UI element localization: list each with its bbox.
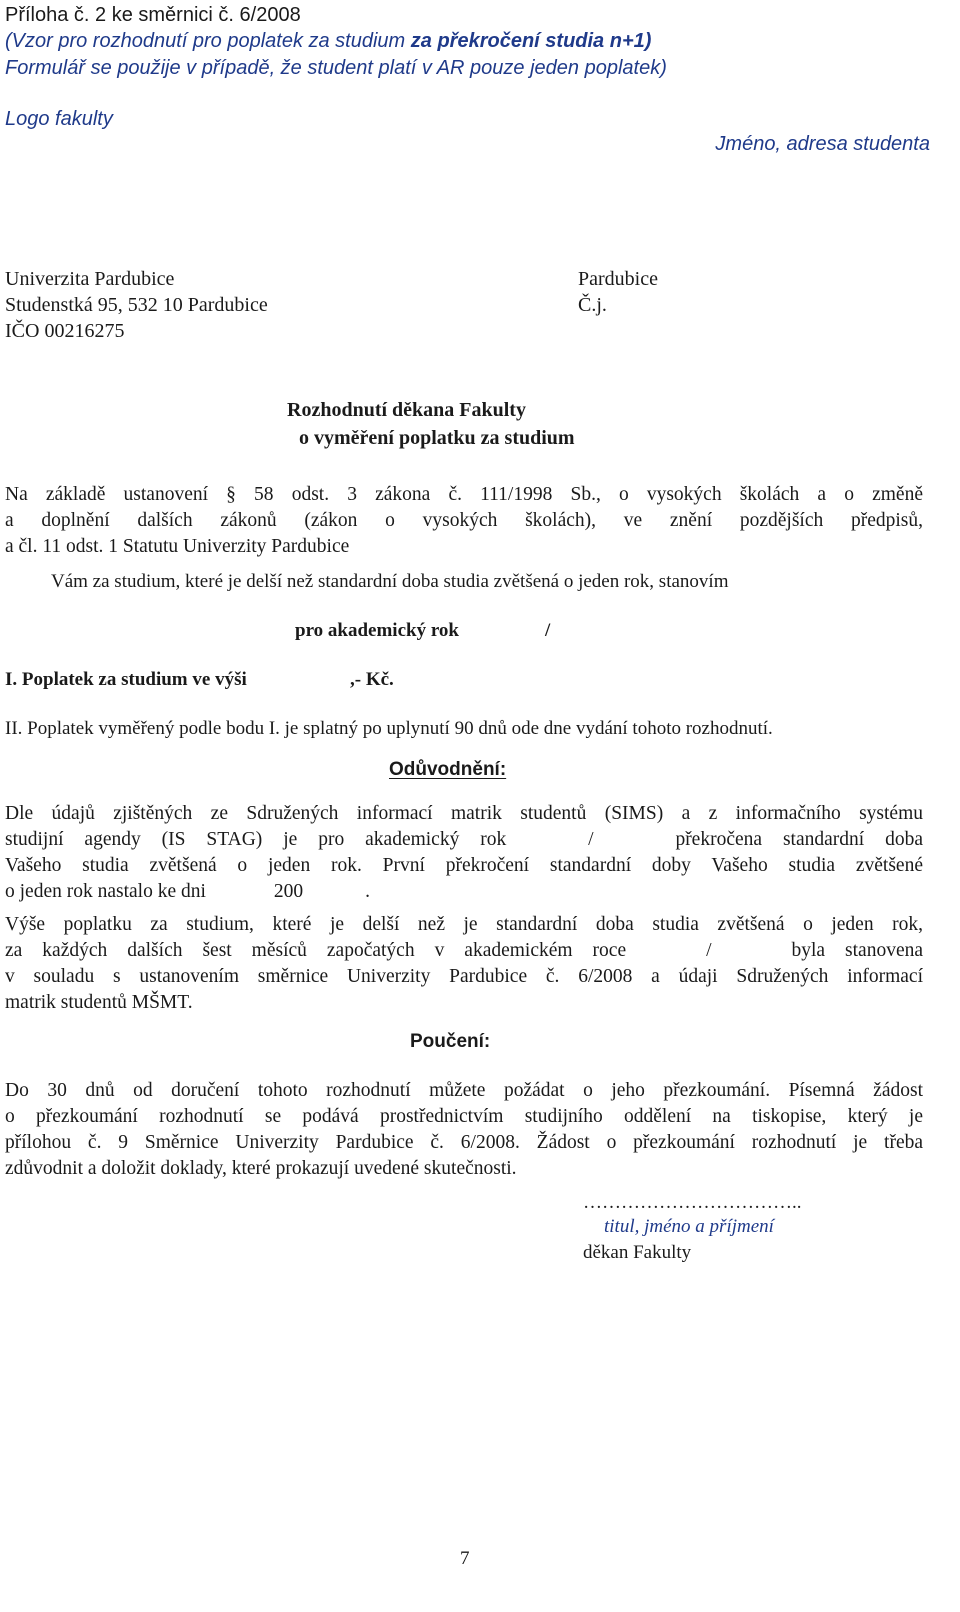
instruction-heading: Poučení: (410, 1031, 491, 1052)
sender-ico: IČO 00216275 (5, 320, 125, 342)
instruction-paragraph (5, 1078, 923, 1182)
academic-year-separator: / (706, 940, 712, 961)
legal-basis-line: Na základě ustanovení § 58 odst. 3 zákona č. 111/1998 Sb., o vysokých školách a o změně (5, 484, 923, 505)
template-note-text: (Vzor pro rozhodnutí pro poplatek za studium (5, 30, 411, 52)
template-note-bold: za překročení studia n+1) (410, 30, 652, 52)
academic-year-separator: / (588, 829, 594, 850)
instruction-line: přílohou č. 9 Směrnice Univerzity Pardubice č. 6/2008. Žádost o přezkoumání rozhodnutí je třeba (5, 1132, 923, 1153)
justification-text: za každých dalších šest měsíců započatých v akademickém roce (5, 940, 627, 961)
sender-address: Studenstká 95, 532 10 Pardubice (5, 294, 268, 316)
signatory-name-placeholder: titul, jméno a příjmení (604, 1216, 774, 1237)
justification-heading: Odůvodnění: (389, 759, 507, 780)
fee-currency: ,- Kč. (350, 669, 394, 690)
fee-label: I. Poplatek za studium ve výši (5, 669, 247, 690)
justification-line (5, 879, 923, 905)
instruction-line: o přezkoumání rozhodnutí se podává prostřednictvím studijního oddělení na tiskopise, který je (5, 1106, 923, 1127)
justification-line (5, 827, 923, 853)
justification-line: v souladu s ustanovením směrnice Univerzity Pardubice č. 6/2008 a údaji Sdružených informací (5, 966, 923, 987)
justification-line: matrik studentů MŠMT. (5, 992, 193, 1013)
academic-year-label: pro akademický rok (295, 620, 459, 641)
logo-placeholder: Logo fakulty (5, 108, 113, 130)
decision-title: Rozhodnutí děkana Fakulty (287, 399, 526, 421)
legal-basis (5, 482, 923, 560)
justification-text: byla stanovena (791, 940, 924, 961)
place-city: Pardubice (578, 268, 658, 290)
justification-line (5, 938, 923, 964)
justification-line: Dle údajů zjištěných ze Sdružených informací matrik studentů (SIMS) a z informačního systému (5, 803, 923, 824)
due-note: II. Poplatek vyměřený podle bodu I. je splatný po uplynutí 90 dnů ode dne vydání tohoto rozhodnutí. (5, 718, 773, 739)
justification-text: překročena standardní doba (675, 829, 924, 850)
legal-basis-line: a doplnění dalších zákonů (zákon o vysokých školách), ve znění pozdějších předpisů, (5, 510, 923, 531)
student-address-placeholder: Jméno, adresa studenta (715, 133, 930, 155)
sender-institution: Univerzita Pardubice (5, 268, 175, 290)
justification-text: studijní agendy (IS STAG) je pro akademický rok (5, 829, 507, 850)
justification-paragraph-1 (5, 801, 923, 905)
instruction-line: Do 30 dnů od doručení tohoto rozhodnutí můžete požádat o jeho přezkoumání. Písemná žádost (5, 1080, 923, 1101)
decision-statement: Vám za studium, které je delší než standardní doba studia zvětšená o jeden rok, stanovím (51, 571, 729, 592)
decision-subtitle: o vyměření poplatku za studium (299, 427, 575, 449)
signature-line: …………………………….. (583, 1192, 802, 1213)
justification-line: Výše poplatku za studium, které je delší než je standardní doba studia zvětšená o jeden rok, (5, 914, 923, 935)
reference-number: Č.j. (578, 294, 607, 316)
signatory-role: děkan Fakulty (583, 1242, 692, 1263)
justification-paragraph-2 (5, 912, 923, 1016)
legal-basis-line: a čl. 11 odst. 1 Statutu Univerzity Pardubice (5, 536, 350, 557)
justification-line: Vašeho studia zvětšená o jeden rok. První překročení standardní doby Vašeho studia zvětšené (5, 855, 923, 876)
justification-text: o jeden rok nastalo ke dni (5, 881, 206, 902)
instruction-line: zdůvodnit a doložit doklady, které prokazují uvedené skutečnosti. (5, 1158, 517, 1179)
form-usage-note: Formulář se použije v případě, že student platí v AR pouze jeden poplatek) (5, 57, 667, 79)
template-note (5, 30, 651, 53)
appendix-label: Příloha č. 2 ke směrnici č. 6/2008 (5, 4, 301, 26)
justification-text: . (365, 881, 371, 902)
academic-year-separator: / (545, 620, 551, 641)
page-number: 7 (460, 1548, 470, 1569)
date-year: 200 (273, 881, 304, 902)
